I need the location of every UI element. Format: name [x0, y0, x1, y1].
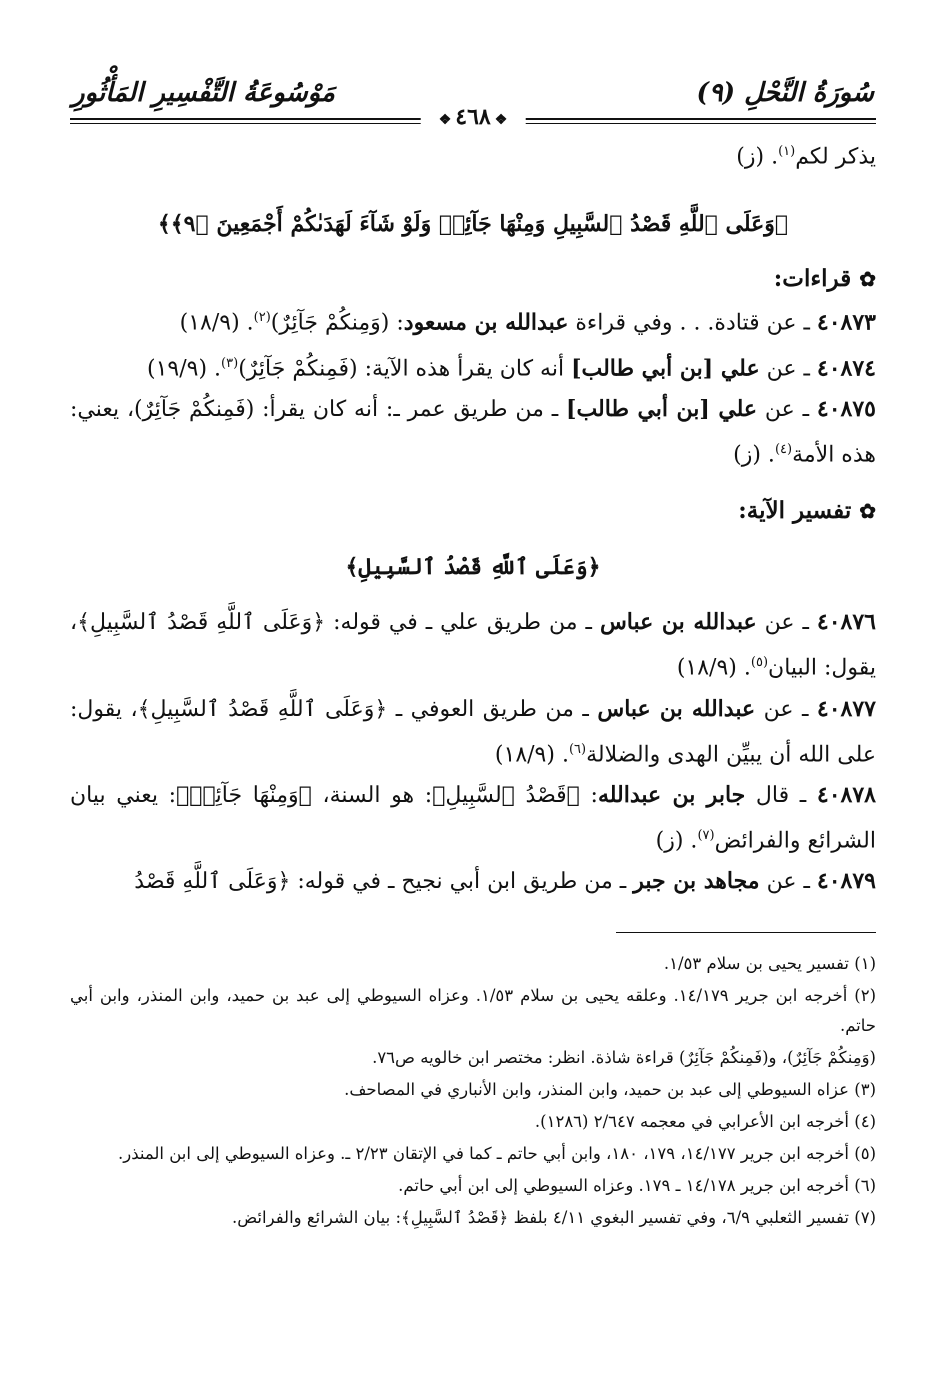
narration-body: : ﴿قَصْدُ ٱلسَّبِيلِ﴾: هو السنة، ﴿وَمِنْهَا جَآئِرٞ﴾: يعني بيان الشرائع والفرائض — [70, 782, 876, 854]
narration-text: ـ قال — [745, 782, 817, 808]
narrator-name: عبدالله بن عباس — [597, 695, 756, 722]
document-page — [70, 60, 876, 1235]
quran-verse-fragment: ﴿وَعَلَى ٱللَّهِ قَصْدُ ٱلسَّبِيلِ﴾ — [345, 554, 601, 581]
narration-tail: . — [736, 655, 751, 681]
narration-number: ٤٠٨٧٤ — [816, 354, 876, 381]
narration-body: ـ من طريق العوفي ـ ﴿وَعَلَى ٱللَّهِ قَصْدُ ٱلسَّبِيلِ﴾، يقول: على الله أن يبيِّن الهدى والضلالة — [70, 696, 876, 767]
narration-tail: . — [683, 828, 698, 854]
narrator-name: جابر بن عبدالله — [597, 781, 746, 808]
narration-tail: . — [554, 741, 569, 767]
volume-reference: (١٨/٩) — [494, 741, 555, 767]
flower-icon: ✿ — [859, 499, 876, 524]
footnote-marker: (٧) — [697, 827, 715, 843]
ornament-icon: ❖ — [494, 112, 508, 128]
narration-text: ـ عن — [756, 610, 817, 636]
tafsir-list — [70, 602, 876, 902]
narration-number: ٤٠٨٧٦ — [816, 609, 876, 636]
volume-reference: (١٨/٩) — [676, 655, 737, 681]
page-number: ٤٦٨ — [455, 104, 491, 130]
readings-list — [70, 298, 876, 475]
section-heading-tafsir — [70, 497, 876, 524]
narration-body: : (وَمِنكُمْ جَآئِرٌ) — [270, 310, 404, 336]
narration-text: ـ عن — [755, 696, 817, 722]
running-header — [70, 60, 876, 132]
footnote-marker: (٤) — [774, 441, 793, 457]
volume-reference: (١٩/٩) — [146, 355, 208, 381]
narrator-name: عبدالله بن عباس — [599, 609, 757, 636]
narration-tail: . — [207, 355, 222, 381]
footnote: (وَمِنكُمْ جَآئِرٌ)، و(فَمِنكُمْ جَآئِرٌ) قراءة شاذة. انظر: مختصر ابن خالويه ص٧٦. — [372, 1048, 876, 1068]
narrator-name: عبدالله بن مسعود — [403, 309, 569, 336]
book-title: مَوْسُوعَةُ التَّفْسِيرِ المَأْثُورِ — [72, 78, 335, 108]
narration-entry — [70, 775, 876, 861]
footnote-marker: (٢) — [253, 310, 271, 326]
narrator-name: علي [بن أبي طالب] — [566, 395, 758, 422]
narration-text: ـ عن — [757, 396, 817, 422]
flower-icon: ✿ — [859, 267, 876, 292]
footnote: (٦) أخرجه ابن جرير ١٤/١٧٨ ـ ١٧٩. وعزاه السيوطي إلى ابن أبي حاتم. — [398, 1176, 876, 1196]
footnote-divider — [616, 932, 876, 933]
narration-entry — [70, 602, 876, 688]
narration-tail: . — [760, 442, 775, 468]
volume-reference: (ز) — [733, 442, 761, 468]
narration-body: ـ من طريق ابن أبي نجيح ـ في قوله: ﴿وَعَلَى ٱللَّهِ قَصْدُ — [134, 869, 634, 895]
narration-body: ـ من طريق عمر ـ: أنه كان يقرأ: (فَمِنكُمْ جَآئِرٌ)، يعني: هذه الأمة — [70, 396, 876, 468]
footnote: (٤) أخرجه ابن الأعرابي في معجمه ٢/٦٤٧ (١٢٨٦). — [534, 1112, 876, 1132]
footnote-marker: (١) — [778, 144, 796, 159]
footnote-marker: (٥) — [750, 655, 769, 671]
narration-entry — [70, 689, 876, 775]
narration-entry — [70, 344, 876, 389]
intro-line — [70, 132, 876, 177]
narration-body: أنه كان يقرأ هذه الآية: (فَمِنكُمْ جَآئِرٌ) — [238, 355, 572, 381]
footnote: (٥) أخرجه ابن جرير ١٤/١٧٧، ١٧٩، ١٨٠، وابن أبي حاتم ـ كما في الإتقان ٢/٢٣ ـ. وعزاه السيوطي إلى ابن المنذر. — [117, 1144, 876, 1164]
footnote: (٣) عزاه السيوطي إلى عبد بن حميد، وابن المنذر، وابن الأنباري في المصاحف. — [344, 1080, 876, 1100]
narration-number: ٤٠٨٧٧ — [816, 695, 876, 722]
volume-reference: (ز) — [655, 828, 684, 854]
narration-entry — [70, 298, 876, 343]
narrator-name: علي [بن أبي طالب] — [571, 354, 760, 381]
section-title: قراءات: — [773, 265, 852, 293]
footnote: (٧) تفسير الثعلبي ٦/٩، وفي تفسير البغوي ٤/١١ بلفظ ﴿قَصْدُ ٱلسَّبِيلِ﴾: بيان الشرائع والفرائض. — [231, 1208, 876, 1228]
narration-body: ـ من طريق علي ـ في قوله: ﴿وَعَلَى ٱللَّهِ قَصْدُ ٱلسَّبِيلِ﴾، يقول: البيان — [70, 610, 876, 681]
page-number-wrap — [421, 104, 526, 130]
narration-number: ٤٠٨٧٣ — [816, 309, 876, 336]
section-heading-readings — [70, 265, 876, 292]
intro-text: يذكر لكم — [795, 144, 876, 170]
footnote: (١) تفسير يحيى بن سلام ١/٥٣. — [663, 954, 876, 974]
narration-number: ٤٠٨٧٨ — [816, 781, 876, 808]
narration-text: ـ عن — [759, 355, 817, 381]
narrator-name: مجاهد بن جبر — [633, 868, 760, 895]
footnote: (٢) أخرجه ابن جرير ١٤/١٧٩. وعلقه يحيى بن سلام ١/٥٣. وعزاه السيوطي إلى عبد بن حميد، وابن المنذر، وابن أبي حاتم. — [70, 986, 876, 1036]
quran-verse: ﴿وَعَلَى ٱللَّهِ قَصْدُ ٱلسَّبِيلِ وَمِنْهَا جَآئِرٞ وَلَوْ شَآءَ لَهَدَىٰكُمْ أَجْمَعِينَ ﴿٩﴾﴾ — [157, 211, 789, 238]
ornament-icon: ❖ — [438, 112, 452, 128]
footnotes — [70, 949, 876, 1233]
volume-reference: (١٨/٩) — [179, 310, 240, 336]
narration-text: ـ عن قتادة. . . وفي قراءة — [568, 310, 817, 336]
narration-entry — [70, 389, 876, 475]
narration-entry — [70, 861, 876, 902]
narration-number: ٤٠٨٧٥ — [816, 395, 876, 422]
narration-tail: . — [239, 310, 254, 336]
surah-title: سُورَةُ النَّحْلِ (٩) — [696, 78, 874, 108]
narration-text: ـ عن — [759, 869, 817, 895]
section-title: تفسير الآية: — [738, 497, 852, 525]
narration-number: ٤٠٨٧٩ — [816, 868, 876, 895]
footnote-marker: (٣) — [221, 355, 239, 371]
footnote-marker: (٦) — [568, 741, 587, 757]
intro-tail: . (ز) — [736, 144, 779, 170]
